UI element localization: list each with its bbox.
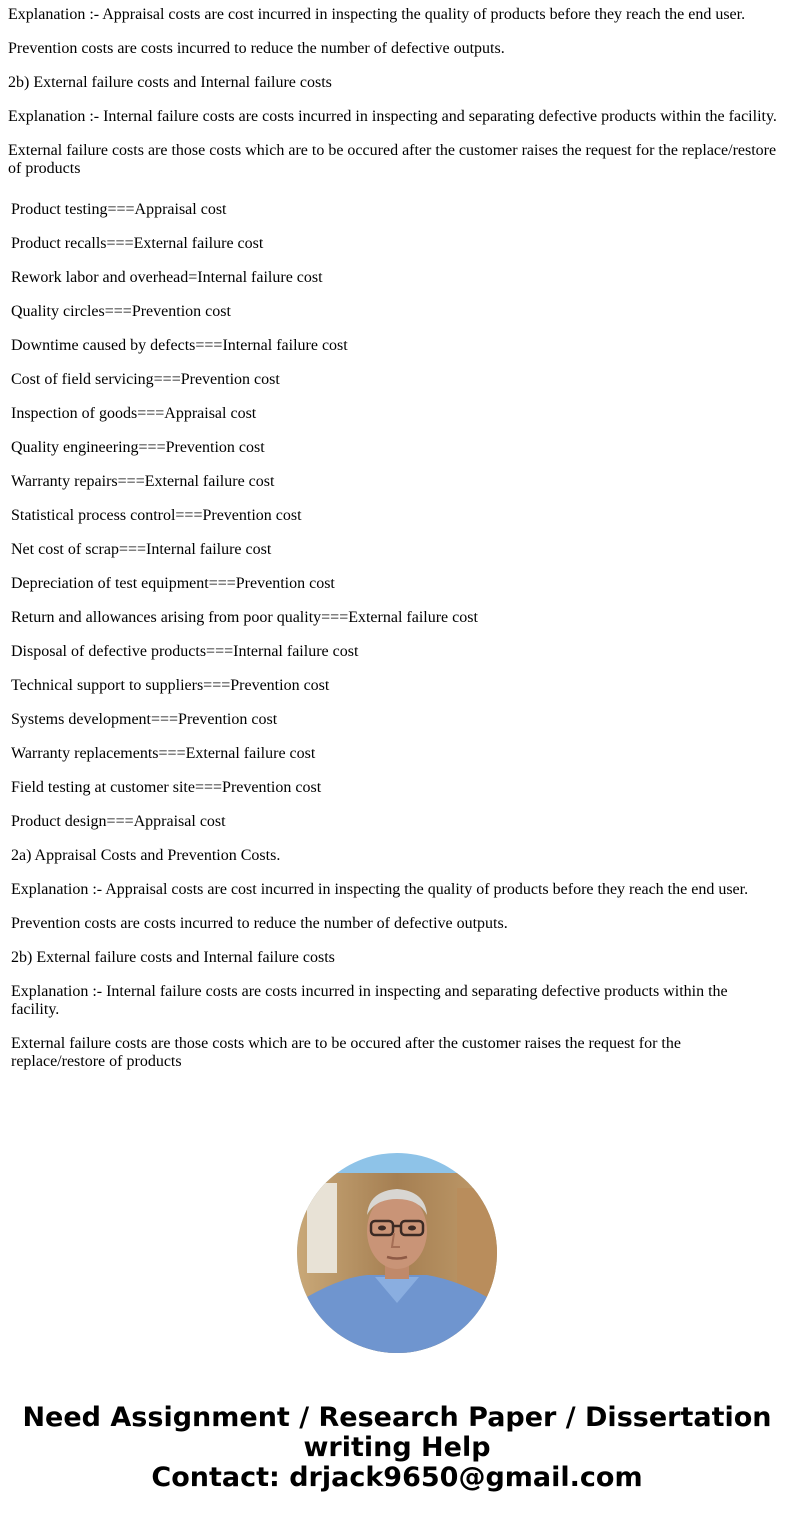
portrait-icon — [297, 1153, 497, 1353]
list-item: Inspection of goods===Appraisal cost — [11, 405, 257, 422]
list-item: 2b) External failure costs and Internal failure costs — [11, 949, 335, 966]
list-item: Rework labor and overhead=Internal failure cost — [11, 269, 323, 286]
list-item: Return and allowances arising from poor quality===External failure cost — [11, 609, 478, 626]
paragraph: External failure costs are those costs which are to be occured after the customer raises the request for the replace/restore of products — [8, 142, 777, 177]
top-explanation-section — [8, 6, 784, 194]
list-item: Quality circles===Prevention cost — [11, 303, 231, 320]
paragraph: Explanation :- Appraisal costs are cost incurred in inspecting the quality of products before they reach the end user. — [8, 6, 746, 23]
list-item: Quality engineering===Prevention cost — [11, 439, 265, 456]
paragraph: 2b) External failure costs and Internal failure costs — [8, 74, 332, 91]
promo-banner — [0, 1403, 794, 1493]
cost-classification-list — [11, 201, 771, 1087]
list-item: Product recalls===External failure cost — [11, 235, 264, 252]
list-item: Product design===Appraisal cost — [11, 813, 226, 830]
list-item: Technical support to suppliers===Prevention cost — [11, 677, 330, 694]
promo-contact: Contact: drjack9650@gmail.com — [151, 1462, 643, 1493]
list-item: Depreciation of test equipment===Prevention cost — [11, 575, 335, 592]
author-avatar — [297, 1153, 497, 1353]
list-item: Disposal of defective products===Internal failure cost — [11, 643, 359, 660]
list-item: Product testing===Appraisal cost — [11, 201, 227, 218]
list-item: Cost of field servicing===Prevention cost — [11, 371, 280, 388]
list-item: Explanation :- Appraisal costs are cost incurred in inspecting the quality of products before they reach the end user. — [11, 881, 749, 898]
list-item: Systems development===Prevention cost — [11, 711, 278, 728]
paragraph: Prevention costs are costs incurred to reduce the number of defective outputs. — [8, 40, 505, 57]
list-item: Downtime caused by defects===Internal failure cost — [11, 337, 348, 354]
paragraph: Explanation :- Internal failure costs are costs incurred in inspecting and separating defective products within the facility. — [8, 108, 777, 125]
list-item: External failure costs are those costs which are to be occured after the customer raises the request for the replace/restore of products — [11, 1035, 681, 1070]
promo-headline: Need Assignment / Research Paper / Dissertation — [22, 1402, 772, 1433]
list-item: Net cost of scrap===Internal failure cost — [11, 541, 272, 558]
list-item: Field testing at customer site===Prevention cost — [11, 779, 322, 796]
list-item: Warranty replacements===External failure cost — [11, 745, 316, 762]
list-item: Statistical process control===Prevention cost — [11, 507, 302, 524]
list-item: 2a) Appraisal Costs and Prevention Costs. — [11, 847, 281, 864]
list-item: Prevention costs are costs incurred to reduce the number of defective outputs. — [11, 915, 508, 932]
promo-subheadline: writing Help — [303, 1432, 491, 1463]
list-item: Warranty repairs===External failure cost — [11, 473, 275, 490]
list-item: Explanation :- Internal failure costs are costs incurred in inspecting and separating defective products within the facility. — [11, 983, 728, 1018]
